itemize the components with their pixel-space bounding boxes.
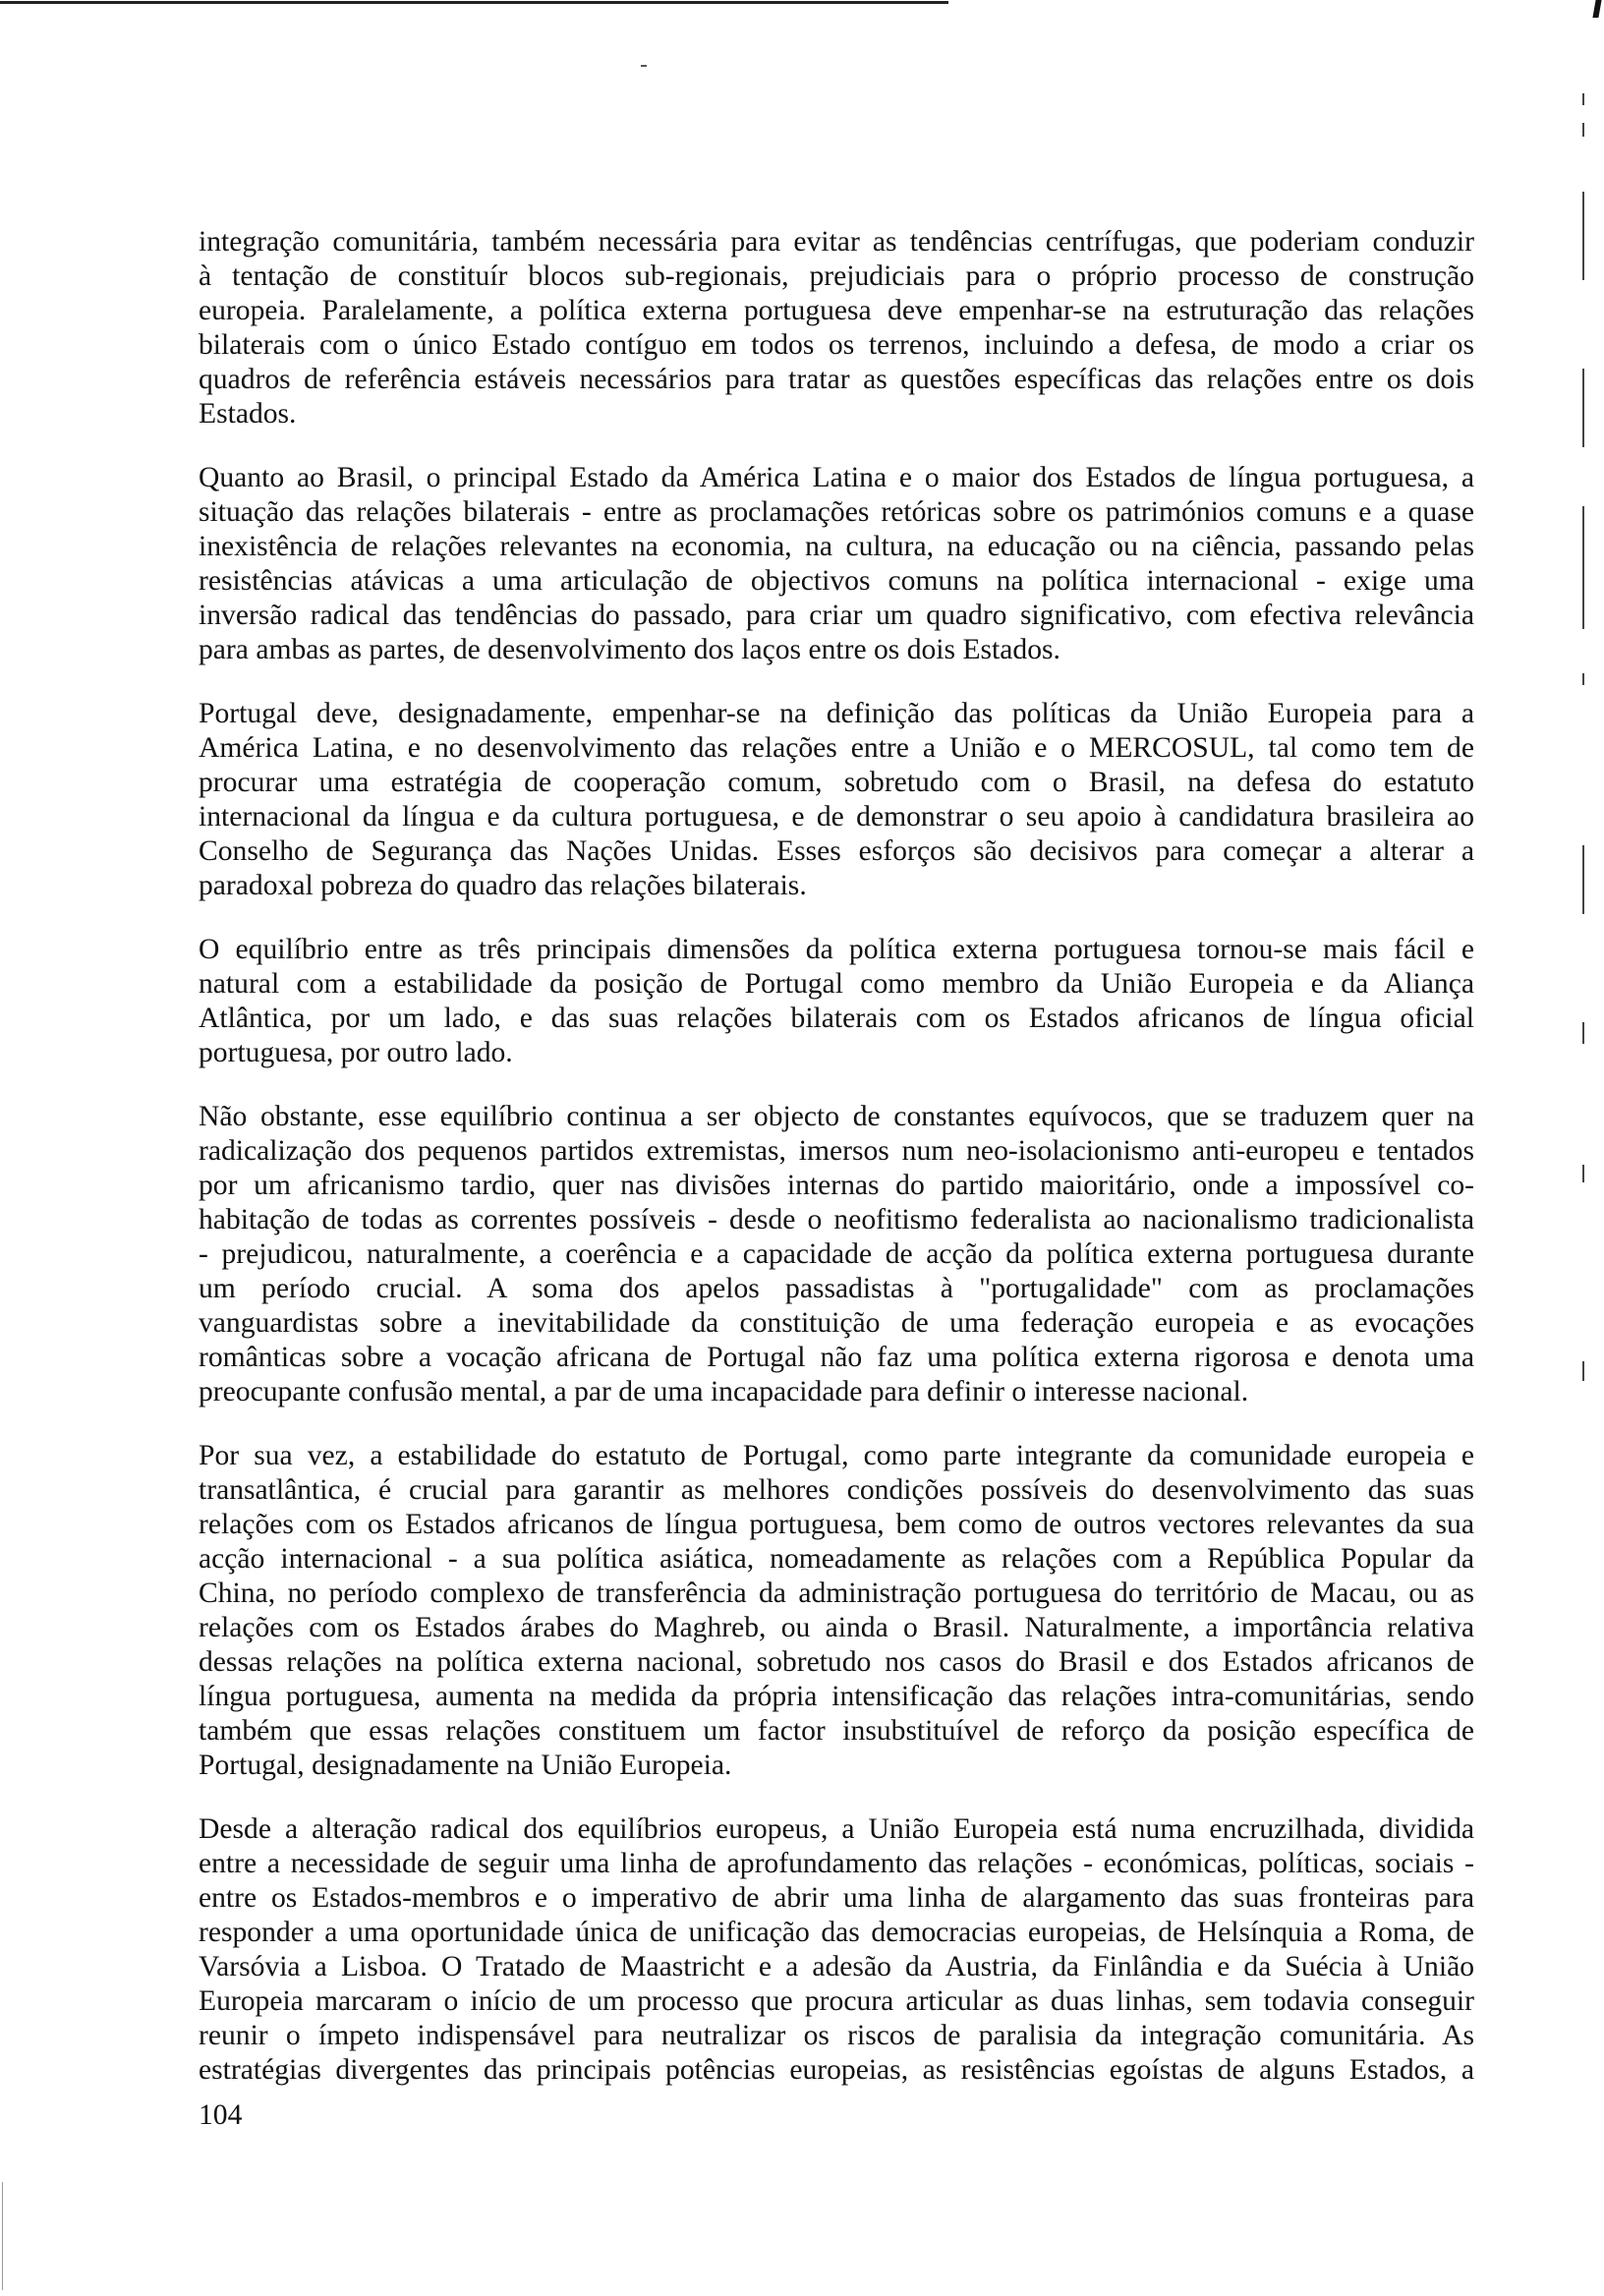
text-line: resistências atávicas a uma articulação de objectivos comuns na política internacional - exige uma xyxy=(199,565,1474,597)
text-line: Estados. xyxy=(199,398,297,430)
text-line: europeia. Paralelamente, a política externa portuguesa deve empenhar-se na estruturação das relações xyxy=(199,295,1474,326)
paragraph xyxy=(199,1100,1474,1409)
text-line: China, no período complexo de transferência da administração portuguesa do território de Macau, ou as xyxy=(199,1578,1474,1609)
scan-margin-mark xyxy=(1582,845,1584,914)
text-line: Não obstante, esse equilíbrio continua a ser objecto de constantes equívocos, que se traduzem quer na xyxy=(199,1101,1474,1132)
text-line: reunir o ímpeto indispensável para neutralizar os riscos de paralisia da integração comunitária. As xyxy=(199,2020,1474,2051)
paragraph xyxy=(199,933,1474,1070)
text-line: bilaterais com o único Estado contíguo em todos os terrenos, incluindo a defesa, de modo a criar os xyxy=(199,329,1474,361)
text-line: Atlântica, por um lado, e das suas relações bilaterais com os Estados africanos de língua oficial xyxy=(199,1003,1474,1034)
text-line: dessas relações na política externa nacional, sobretudo nos casos do Brasil e dos Estados africanos de xyxy=(199,1646,1474,1678)
text-line: entre os Estados-membros e o imperativo de abrir uma linha de alargamento das suas fronteiras para xyxy=(199,1882,1474,1914)
text-line: procurar uma estratégia de cooperação comum, sobretudo com o Brasil, na defesa do estatuto xyxy=(199,767,1474,798)
text-line: Desde a alteração radical dos equilíbrios europeus, a União Europeia está numa encruzilhada, dividida xyxy=(199,1813,1474,1845)
text-line: O equilíbrio entre as três principais dimensões da política externa portuguesa tornou-se mais fácil e xyxy=(199,934,1474,965)
text-line: Portugal deve, designadamente, empenhar-se na definição das políticas da União Europeia para a xyxy=(199,698,1474,729)
scan-corner-mark xyxy=(1592,0,1601,18)
text-line: vanguardistas sobre a inevitabilidade da constituição de uma federação europeia e as evocações xyxy=(199,1307,1474,1339)
text-line: - prejudicou, naturalmente, a coerência e a capacidade de acção da política externa portuguesa durante xyxy=(199,1238,1474,1270)
scan-margin-mark xyxy=(1582,93,1584,105)
text-line: entre a necessidade de seguir uma linha de aprofundamento das relações - económicas, políticas, sociais - xyxy=(199,1848,1474,1879)
text-line: transatlântica, é crucial para garantir as melhores condições possíveis do desenvolvimento das suas xyxy=(199,1474,1474,1506)
scan-margin-mark xyxy=(1582,506,1584,629)
text-line: acção internacional - a sua política asiática, nomeadamente as relações com a República Popular da xyxy=(199,1543,1474,1575)
text-line: à tentação de constituír blocos sub-regionais, prejudiciais para o próprio processo de construção xyxy=(199,260,1474,292)
text-line: internacional da língua e da cultura portuguesa, e de demonstrar o seu apoio à candidatura brasileira ao xyxy=(199,801,1474,832)
text-line: relações com os Estados africanos de língua portuguesa, bem como de outros vectores relevantes da sua xyxy=(199,1509,1474,1540)
text-line: românticas sobre a vocação africana de Portugal não faz uma política externa rigorosa e denota uma xyxy=(199,1342,1474,1373)
text-line: América Latina, e no desenvolvimento das relações entre a União e o MERCOSUL, tal como tem de xyxy=(199,732,1474,764)
text-line: também que essas relações constituem um factor insubstituível de reforço da posição específica de xyxy=(199,1715,1474,1747)
text-line: inversão radical das tendências do passado, para criar um quadro significativo, com efectiva relevância xyxy=(199,600,1474,631)
document-body xyxy=(199,225,1474,2117)
text-line: relações com os Estados árabes do Maghreb, ou ainda o Brasil. Naturalmente, a importância relativa xyxy=(199,1612,1474,1643)
text-line: natural com a estabilidade da posição de Portugal como membro da União Europeia e da Aliança xyxy=(199,968,1474,1000)
scan-speck xyxy=(641,65,647,67)
text-line: habitação de todas as correntes possíveis - desde o neofitismo federalista ao nacionalismo tradicionalista xyxy=(199,1204,1474,1235)
scan-margin-mark xyxy=(1582,192,1584,280)
text-line: radicalização dos pequenos partidos extremistas, imersos num neo-isolacionismo anti-europeu e tentados xyxy=(199,1135,1474,1167)
scan-margin-mark xyxy=(1582,1165,1584,1182)
page-number: 104 xyxy=(199,2099,243,2131)
scan-left-edge-mark xyxy=(2,2182,3,2290)
text-line: Quanto ao Brasil, o principal Estado da América Latina e o maior dos Estados de língua portuguesa, a xyxy=(199,462,1474,493)
text-line: Europeia marcaram o início de um processo que procura articular as duas linhas, sem todavia conseguir xyxy=(199,1985,1474,2017)
scan-margin-mark xyxy=(1582,673,1584,685)
text-line: situação das relações bilaterais - entre as proclamações retóricas sobre os patrimónios comuns e a quase xyxy=(199,496,1474,528)
text-line: por um africanismo tardio, quer nas divisões internas do partido maioritário, onde a impossível co- xyxy=(199,1170,1474,1201)
text-line: Por sua vez, a estabilidade do estatuto de Portugal, como parte integrante da comunidade europeia e xyxy=(199,1440,1474,1471)
text-line: portuguesa, por outro lado. xyxy=(199,1037,513,1068)
paragraph xyxy=(199,1439,1474,1783)
scan-margin-mark xyxy=(1582,1022,1584,1044)
text-line: Varsóvia a Lisboa. O Tratado de Maastricht e a adesão da Austria, da Finlândia e da Suécia à União xyxy=(199,1951,1474,1982)
text-line: quadros de referência estáveis necessários para tratar as questões específicas das relações entre os dois xyxy=(199,364,1474,395)
text-line: responder a uma oportunidade única de unificação das democracias europeias, de Helsínquia a Roma, de xyxy=(199,1917,1474,1948)
text-line: preocupante confusão mental, a par de uma incapacidade para definir o interesse nacional. xyxy=(199,1376,1249,1407)
paragraph xyxy=(199,225,1474,431)
text-line: inexistência de relações relevantes na economia, na cultura, na educação ou na ciência, passando pelas xyxy=(199,531,1474,562)
paragraph xyxy=(199,461,1474,667)
text-line: língua portuguesa, aumenta na medida da própria intensificação das relações intra-comunitárias, sendo xyxy=(199,1681,1474,1712)
scan-top-rule xyxy=(0,1,948,4)
text-line: para ambas as partes, de desenvolvimento dos laços entre os dois Estados. xyxy=(199,634,1060,665)
scan-margin-mark xyxy=(1582,369,1584,447)
scan-margin-mark xyxy=(1582,1361,1584,1381)
text-line: paradoxal pobreza do quadro das relações bilaterais. xyxy=(199,870,807,901)
text-line: Conselho de Segurança das Nações Unidas. Esses esforços são decisivos para começar a alterar a xyxy=(199,835,1474,867)
scan-margin-mark xyxy=(1582,123,1584,137)
text-line: Portugal, designadamente na União Europeia. xyxy=(199,1750,732,1781)
paragraph xyxy=(199,697,1474,903)
text-line: integração comunitária, também necessária para evitar as tendências centrífugas, que poderiam conduzir xyxy=(199,226,1474,258)
paragraph xyxy=(199,1812,1474,2088)
text-line: um período crucial. A soma dos apelos passadistas à "portugalidade" com as proclamações xyxy=(199,1273,1474,1304)
text-line: estratégias divergentes das principais potências europeias, as resistências egoístas de alguns Estados, a xyxy=(199,2054,1474,2086)
